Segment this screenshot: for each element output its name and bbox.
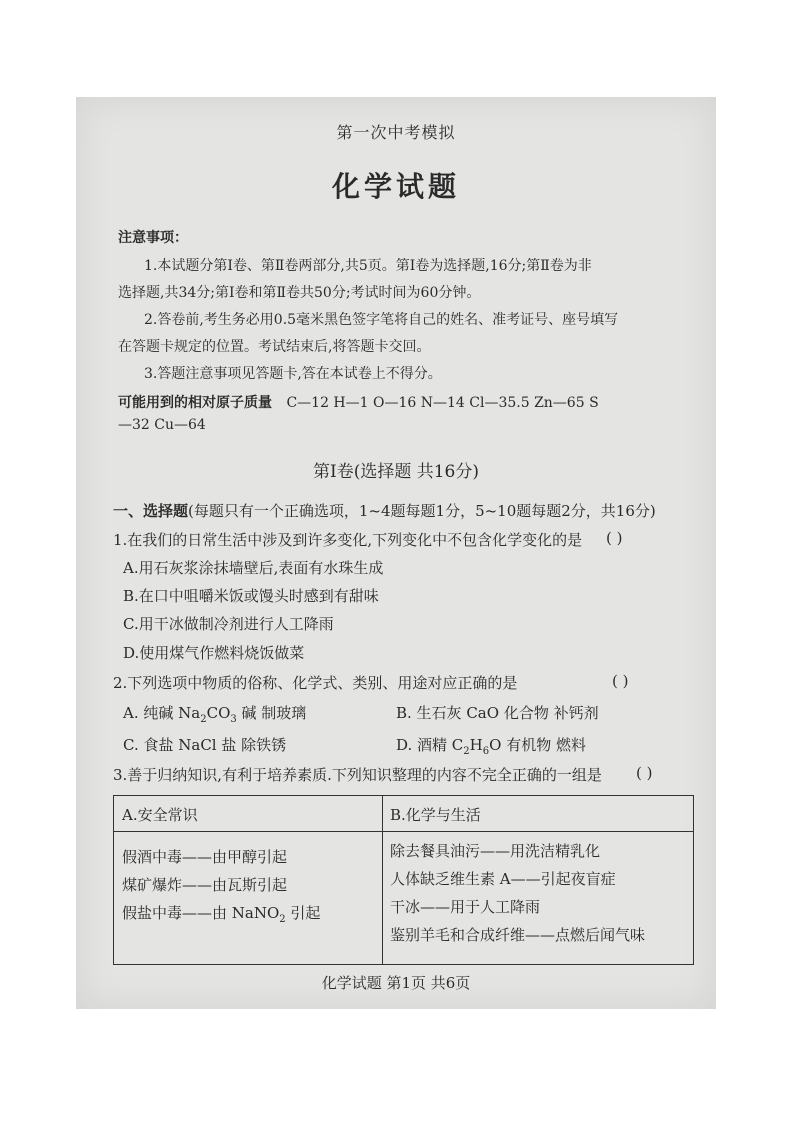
q2-answer-paren: ( ) [612, 672, 629, 690]
part1-label: 一、选择题 [113, 502, 189, 520]
atomic-mass-values: C—12 H—1 O—16 N—14 Cl—35.5 Zn—65 S [286, 395, 599, 411]
table-a-row-3: 假盐中毒——由 NaNO$_2$ 引起 [122, 904, 321, 925]
table-b-row-2: 人体缺乏维生素 A——引起夜盲症 [390, 870, 616, 888]
table-divider-vertical [382, 796, 383, 964]
notice-heading: 注意事项： [118, 230, 188, 246]
atomic-mass-line-1 [118, 392, 599, 412]
table-divider-horizontal [114, 831, 693, 832]
exam-title: 化学试题 [331, 170, 460, 203]
notice-line-1: 1.本试题分第Ⅰ卷、第Ⅱ卷两部分,共5页。第Ⅰ卷为选择题,16分;第Ⅱ卷为非 [144, 258, 592, 274]
q2-option-d: D. 酒精 $C_2H_6O$ 有机物 燃料 [396, 736, 586, 757]
table-b-row-4: 鉴别羊毛和合成纤维——点燃后闻气味 [390, 926, 646, 944]
atomic-mass-label: 可能用到的相对原子质量 [118, 395, 272, 411]
table-header-b: B.化学与生活 [390, 806, 481, 824]
q3-stem: 3.善于归纳知识,有利于培养素质.下列知识整理的内容不完全正确的一组是 [113, 766, 602, 784]
exam-paper [76, 97, 716, 1009]
knowledge-table [113, 795, 694, 965]
q1-stem: 1.在我们的日常生活中涉及到许多变化,下列变化中不包含化学变化的是 [113, 531, 583, 549]
table-b-row-3: 干冰——用于人工降雨 [390, 898, 541, 916]
notice-line-5: 3.答题注意事项见答题卡,答在本试卷上不得分。 [144, 366, 442, 382]
part1-instruction: (每题只有一个正确选项，1~4题每题1分，5~10题每题2分，共16分) [188, 502, 656, 520]
q1-answer-paren: ( ) [606, 529, 623, 547]
notice-line-2: 选择题,共34分;第Ⅰ卷和第Ⅱ卷共50分;考试时间为60分钟。 [118, 285, 481, 301]
q2-option-b: B. 生石灰 CaO 化合物 补钙剂 [396, 704, 599, 722]
table-a-row-2: 煤矿爆炸——由瓦斯引起 [122, 876, 288, 894]
q3-answer-paren: ( ) [636, 764, 653, 782]
exam-subtitle: 第一次中考模拟 [336, 123, 456, 142]
notice-line-3: 2.答卷前,考生务必用0.5毫米黑色签字笔将自己的姓名、准考证号、座号填写 [144, 312, 619, 328]
q1-option-d: D.使用煤气作燃料烧饭做菜 [123, 644, 305, 662]
table-a-row-1: 假酒中毒——由甲醇引起 [122, 848, 288, 866]
q1-option-c: C.用干冰做制冷剂进行人工降雨 [123, 615, 334, 633]
q2-option-c: C. 食盐 NaCl 盐 除铁锈 [123, 736, 287, 754]
notice-line-4: 在答题卡规定的位置。考试结束后,将答题卡交回。 [118, 339, 431, 355]
table-b-row-1: 除去餐具油污——用洗洁精乳化 [390, 842, 601, 860]
q2-option-a: A. 纯碱 $Na_2CO_3$ 碱 制玻璃 [123, 704, 307, 725]
atomic-mass-line-2: —32 Cu—64 [118, 417, 206, 433]
q1-option-b: B.在口中咀嚼米饭或馒头时感到有甜味 [123, 587, 379, 605]
section-title: 第Ⅰ卷(选择题 共16分) [312, 462, 479, 482]
part1-heading [113, 500, 656, 521]
page-footer: 化学试题 第1页 共6页 [321, 974, 471, 992]
q1-option-a: A.用石灰浆涂抹墙壁后,表面有水珠生成 [123, 559, 384, 577]
table-header-a: A.安全常识 [122, 806, 198, 824]
q2-stem: 2.下列选项中物质的俗称、化学式、类别、用途对应正确的是 [113, 674, 518, 692]
